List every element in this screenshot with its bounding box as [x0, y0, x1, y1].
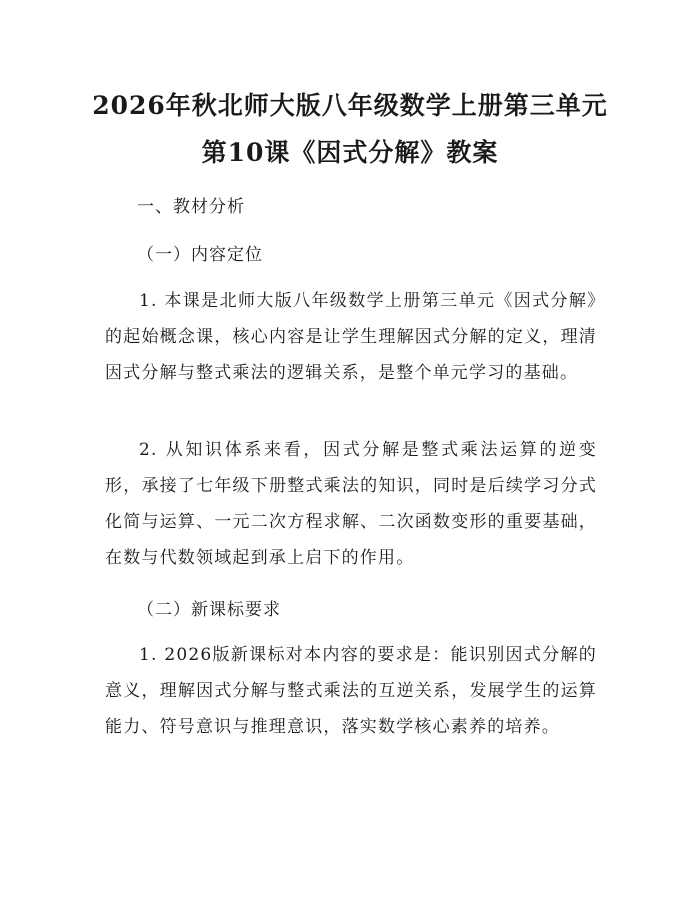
document-title-line1: 2026年秋北师大版八年级数学上册第三单元: [92, 91, 608, 120]
subsection-heading-content-positioning: （一）内容定位: [137, 245, 263, 265]
paragraph-curriculum-requirements-1: 1. 2026版新课标对本内容的要求是：能识别因式分解的意义，理解因式分解与整式乘法的互逆关系，发展学生的运算能力、符号意识与推理意识，落实数学核心素养的培养。: [105, 645, 597, 737]
paragraph-content-positioning-1: 1. 本课是北师大版八年级数学上册第三单元《因式分解》的起始概念课，核心内容是让学生理解因式分解的定义，理清因式分解与整式乘法的逻辑关系，是整个单元学习的基础。: [105, 291, 597, 383]
subsection-heading-curriculum-requirements: （二）新课标要求: [137, 600, 281, 620]
document-title-line2: 第10课《因式分解》教案: [201, 138, 499, 167]
section-heading-textbook-analysis: 一、教材分析: [137, 197, 245, 217]
paragraph-content-positioning-2: 2. 从知识体系来看，因式分解是整式乘法运算的逆变形，承接了七年级下册整式乘法的知识，同时是后续学习分式化简与运算、一元二次方程求解、二次函数变形的重要基础，在数与代数领域起到承上启下的作用。: [105, 440, 597, 568]
